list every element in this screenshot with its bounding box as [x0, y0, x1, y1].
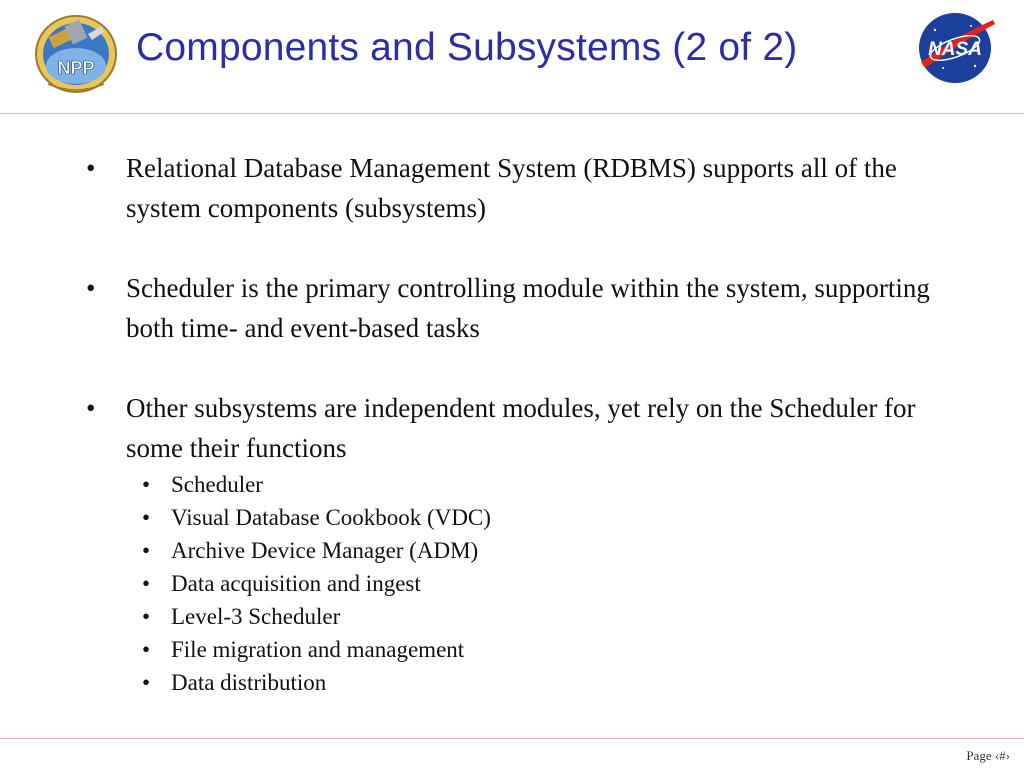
sub-bullet-item — [126, 534, 966, 567]
sub-bullet-text: Level-3 Scheduler — [171, 604, 341, 629]
page-title: Components and Subsystems (2 of 2) — [136, 26, 798, 69]
sub-bullet-list — [126, 468, 966, 699]
bullet-list — [86, 148, 966, 699]
sub-bullet-item — [126, 633, 966, 666]
npp-logo-text: NPP — [57, 58, 95, 78]
footer-divider — [0, 738, 1024, 739]
sub-bullet-dot: • — [142, 472, 151, 497]
page-number: Page ‹#› — [966, 748, 1010, 763]
sub-bullet-dot: • — [142, 670, 151, 695]
sub-bullet-dot: • — [142, 571, 151, 596]
bullet-item — [86, 148, 966, 228]
bullet-item — [86, 388, 966, 699]
header-divider — [0, 113, 1024, 114]
sub-bullet-text: Scheduler — [171, 472, 263, 497]
npp-logo-icon — [32, 8, 120, 96]
sub-bullet-text: Visual Database Cookbook (VDC) — [171, 505, 491, 530]
sub-bullet-item — [126, 501, 966, 534]
sub-bullet-item — [126, 567, 966, 600]
nasa-logo-icon — [913, 10, 997, 86]
bullet-text: Relational Database Management System (RDBMS) supports all of the system components (subsystems) — [126, 153, 897, 223]
sub-bullet-text: File migration and management — [171, 637, 465, 662]
bullet-dot: • — [86, 393, 96, 423]
bullet-text: Scheduler is the primary controlling module within the system, supporting both time- and event-based tasks — [126, 273, 930, 343]
bullet-text: Other subsystems are independent modules, yet rely on the Scheduler for some their functions — [126, 393, 916, 463]
nasa-logo-text: NASA — [928, 39, 982, 60]
sub-bullet-text: Data distribution — [171, 670, 327, 695]
sub-bullet-text: Archive Device Manager (ADM) — [171, 538, 479, 563]
sub-bullet-item — [126, 666, 966, 699]
sub-bullet-item — [126, 468, 966, 501]
sub-bullet-dot: • — [142, 538, 151, 563]
sub-bullet-dot: • — [142, 637, 151, 662]
bullet-dot: • — [86, 273, 96, 303]
bullet-dot: • — [86, 153, 96, 183]
sub-bullet-text: Data acquisition and ingest — [171, 571, 421, 596]
bullet-item — [86, 268, 966, 348]
sub-bullet-dot: • — [142, 505, 151, 530]
sub-bullet-item — [126, 600, 966, 633]
sub-bullet-dot: • — [142, 604, 151, 629]
